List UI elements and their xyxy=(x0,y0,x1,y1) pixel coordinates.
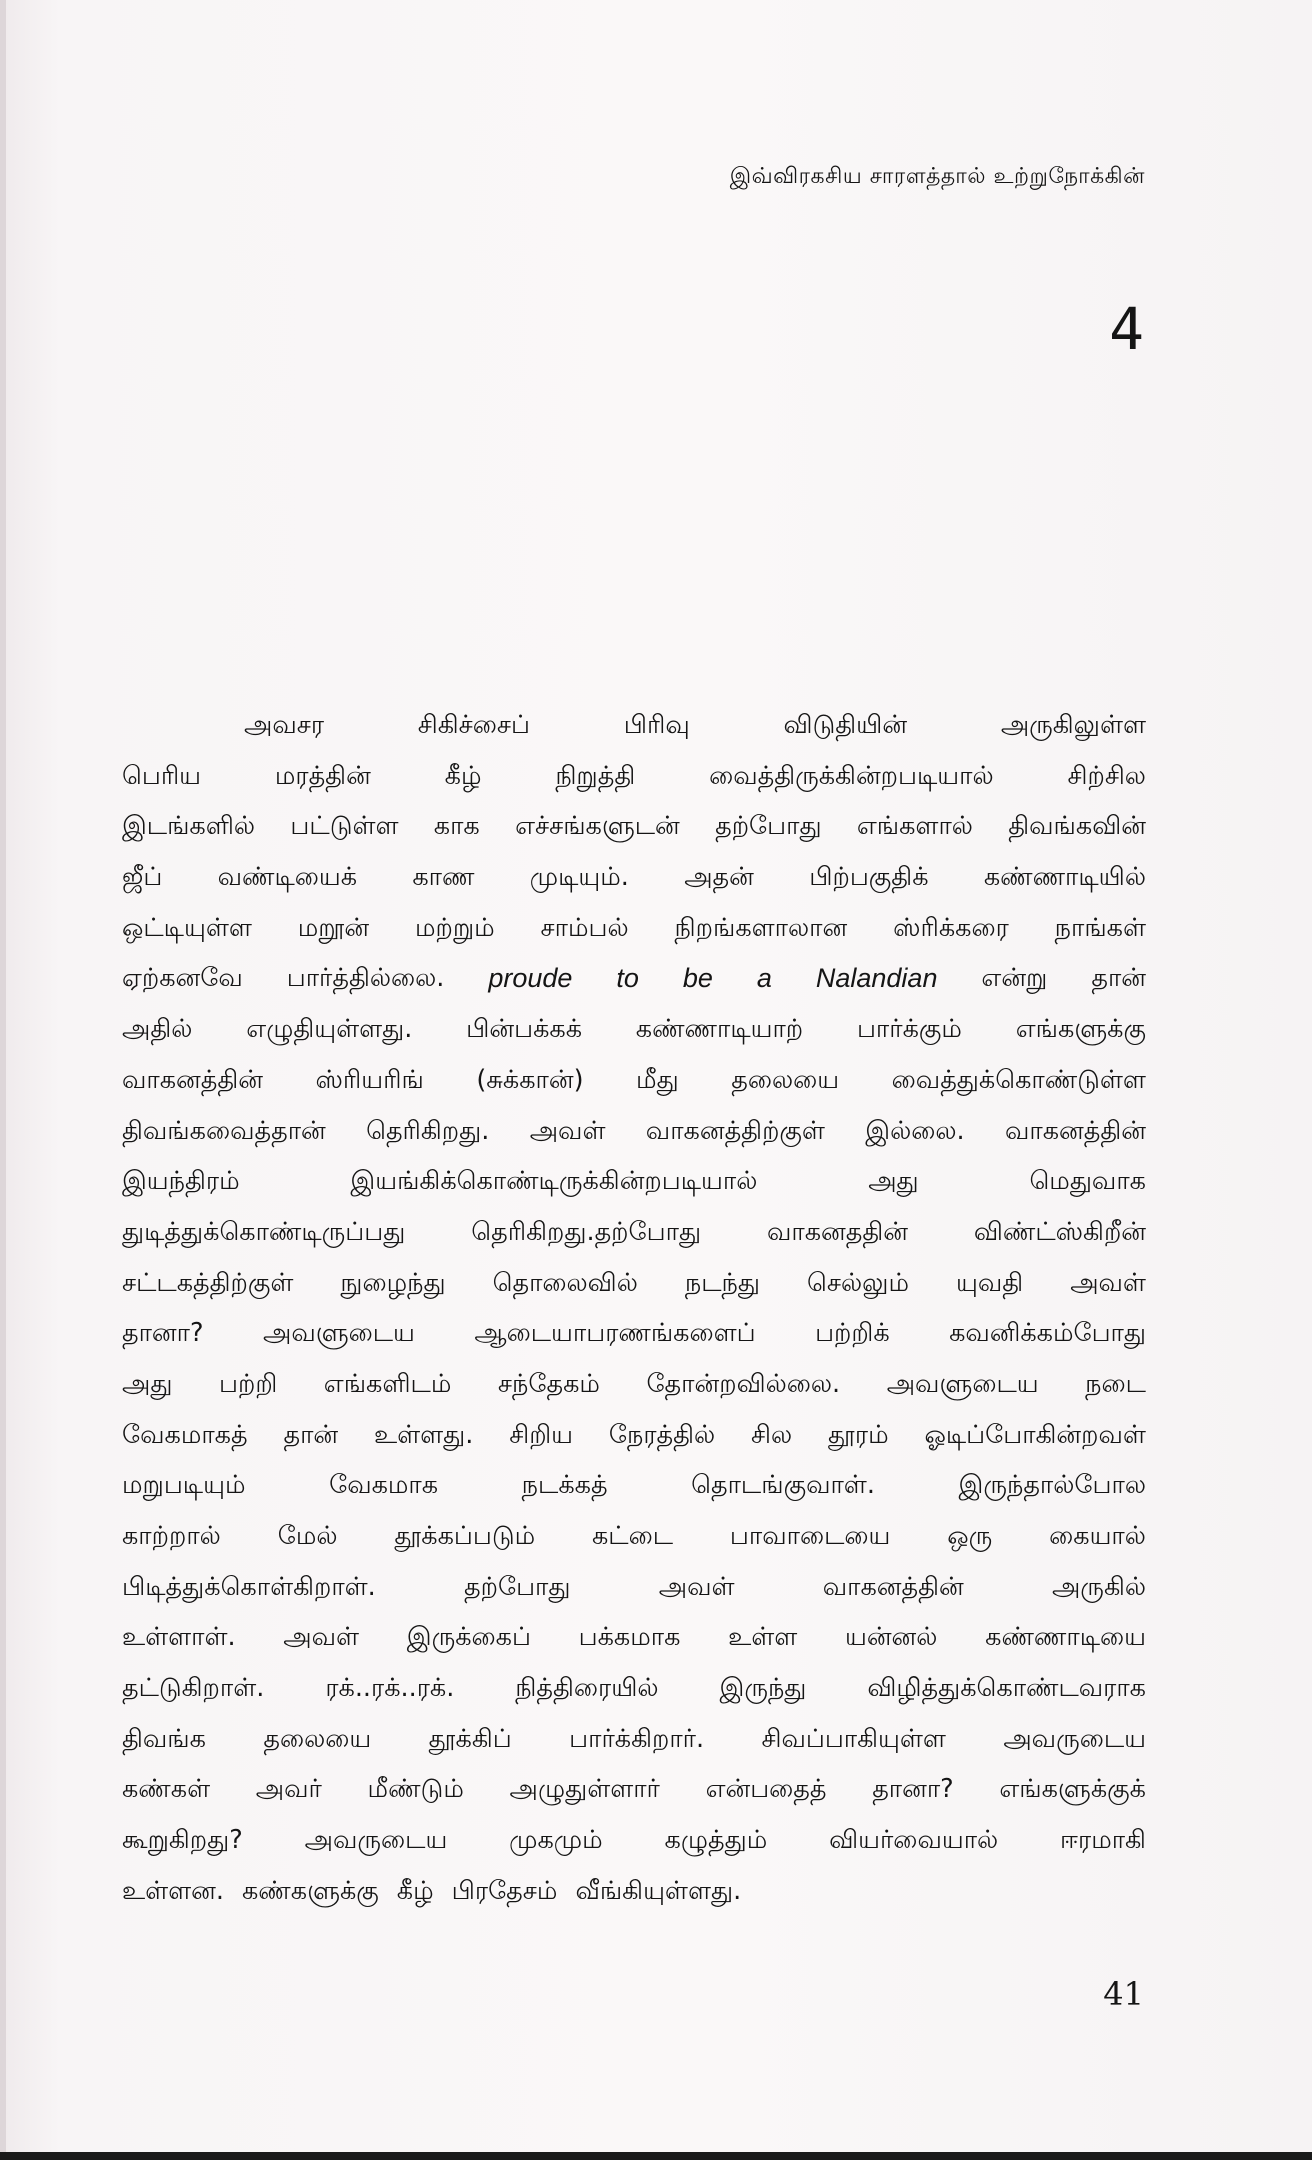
word: வாகனத்தின் xyxy=(1004,1115,1146,1146)
word: கட்டை xyxy=(592,1521,674,1551)
word: ஏற்கனவே xyxy=(122,963,243,994)
word: பட்டுள்ள xyxy=(290,811,399,842)
word: அதன் xyxy=(684,862,754,893)
word: கண்ணாடியாற் xyxy=(635,1014,804,1045)
word: எச்சங்களுடன் xyxy=(515,811,680,842)
text-line xyxy=(122,1106,1146,1157)
word: ஜீப் xyxy=(122,862,163,893)
text-line xyxy=(122,1460,1146,1511)
word: வைத்திருக்கின்றபடியால் xyxy=(709,760,994,791)
text-line xyxy=(122,1612,1146,1663)
text-line xyxy=(122,751,1146,802)
text-line xyxy=(122,1410,1146,1461)
word: சிற்சில xyxy=(1067,760,1146,791)
word: பின்பக்கக் xyxy=(466,1014,583,1045)
text-line xyxy=(122,1004,1146,1055)
word: கவனிக்கம்போது xyxy=(949,1318,1146,1349)
word: அதில் xyxy=(122,1014,193,1045)
word: தானா? xyxy=(872,1774,954,1805)
word: என்று xyxy=(981,963,1048,994)
word: தெரிகிறது.தற்போது xyxy=(471,1216,702,1247)
word: பக்கமாக xyxy=(578,1622,681,1653)
word: எங்களுக்கு xyxy=(1015,1014,1146,1045)
word: எழுதியுள்ளது. xyxy=(246,1014,413,1045)
word: வாகனத்தின் xyxy=(122,1064,263,1095)
word: இடங்களில் xyxy=(122,811,256,842)
word: கண்களுக்கு xyxy=(242,1875,379,1906)
word: சட்டகத்திற்குள் xyxy=(122,1267,294,1298)
word: காக xyxy=(433,811,480,842)
word: யுவதி xyxy=(956,1267,1024,1298)
text-line xyxy=(122,1055,1146,1106)
text-line xyxy=(122,1764,1146,1815)
word: வாகனத்தின் xyxy=(822,1571,964,1602)
word: மேல் xyxy=(277,1521,338,1551)
word: துடித்துக்கொண்டிருப்பது xyxy=(122,1216,406,1247)
page-number: 41 xyxy=(1103,1975,1144,2013)
word: நிறங்களாலான xyxy=(674,912,848,943)
word: இருக்கைப் xyxy=(406,1622,531,1653)
word: பார்க்கிறார். xyxy=(569,1723,705,1754)
text-line xyxy=(122,852,1146,903)
word: தட்டுகிறாள். xyxy=(122,1673,265,1704)
word: அவருடைய xyxy=(304,1825,448,1856)
word: சிகிச்சைப் xyxy=(417,710,530,740)
word: சில xyxy=(751,1419,793,1450)
word: நிறுத்தி xyxy=(555,760,636,791)
word: இயந்திரம் xyxy=(122,1166,240,1197)
text-line xyxy=(122,700,1146,751)
word: மீண்டும் xyxy=(367,1774,464,1805)
word: திவங்கவின் xyxy=(1008,811,1146,842)
word: to xyxy=(616,963,639,994)
word: மறூன் xyxy=(297,912,370,943)
word: கூறுகிறது? xyxy=(122,1825,243,1856)
word: மரத்தின் xyxy=(274,760,371,791)
word: பிரதேசம் xyxy=(451,1875,558,1906)
word: ஈரமாகி xyxy=(1060,1825,1146,1856)
word: ஒரு xyxy=(947,1521,993,1551)
word: நடக்கத் xyxy=(521,1470,608,1501)
word: தற்போது xyxy=(464,1571,571,1602)
text-line xyxy=(122,953,1146,1004)
word: மெதுவாக xyxy=(1029,1166,1146,1197)
word: திவங்க xyxy=(122,1723,206,1754)
word: தூரம் xyxy=(828,1419,889,1450)
text-line xyxy=(122,1663,1146,1714)
word: உள்ளாள். xyxy=(122,1622,236,1653)
text-line xyxy=(122,1258,1146,1309)
word: இருந்து xyxy=(719,1673,807,1704)
word: வண்டியைக் xyxy=(217,862,358,893)
word: a xyxy=(756,963,772,994)
word: வைத்துக்கொண்டுள்ள xyxy=(891,1064,1146,1095)
word: (சுக்கான்) xyxy=(476,1064,584,1095)
word: மறுபடியும் xyxy=(122,1470,246,1501)
word: நேரத்தில் xyxy=(608,1419,716,1450)
word: அவசர xyxy=(244,710,325,740)
word: எங்களால் xyxy=(856,811,973,842)
word: அவள் xyxy=(1070,1267,1146,1298)
word: proude xyxy=(488,963,573,994)
word: என்பதைத் xyxy=(705,1774,827,1805)
word: சந்தேகம் xyxy=(497,1368,600,1399)
word: தலையை xyxy=(263,1723,372,1754)
word: Nalandian xyxy=(815,963,938,994)
word: வேகமாக xyxy=(329,1470,439,1501)
word: எங்களுக்குக் xyxy=(999,1774,1146,1805)
word: கீழ் xyxy=(396,1875,434,1906)
word: காண xyxy=(412,862,475,893)
word: சாம்பல் xyxy=(540,912,629,943)
word: பெரிய xyxy=(122,760,202,791)
word: வேகமாகத் xyxy=(122,1419,248,1450)
word: அவளுடைய xyxy=(886,1368,1039,1399)
word: பற்றி xyxy=(218,1368,278,1399)
word: அவள் xyxy=(529,1115,606,1146)
word: ஆடையாபரணங்களைப் xyxy=(474,1318,756,1349)
word: திவங்கவைத்தான் xyxy=(122,1115,326,1146)
word: வாகனத்திற்குள் xyxy=(645,1115,825,1146)
word: ஒட்டியுள்ள xyxy=(122,912,252,943)
word: ரக்..ரக்..ரக். xyxy=(325,1673,455,1704)
text-line xyxy=(122,1156,1146,1207)
word: எங்களிடம் xyxy=(323,1368,452,1399)
word: நடை xyxy=(1085,1368,1146,1399)
text-line xyxy=(122,1866,1146,1917)
word: உள்ளது. xyxy=(373,1419,474,1450)
word: வாகனததின் xyxy=(766,1216,908,1247)
word: வியர்வையால் xyxy=(829,1825,999,1856)
word: தூக்கப்படும் xyxy=(394,1521,536,1551)
word: தான் xyxy=(1091,963,1146,994)
word: கண்கள் xyxy=(122,1774,211,1805)
text-line xyxy=(122,1308,1146,1359)
word: மீது xyxy=(636,1064,679,1095)
word: ஸ்ரிக்கரை xyxy=(893,912,1009,943)
word: ஓடிப்போகின்றவள் xyxy=(924,1419,1146,1450)
word: தலையை xyxy=(731,1064,840,1095)
word: அவருடைய xyxy=(1003,1723,1146,1754)
text-line xyxy=(122,1714,1146,1765)
word: அது xyxy=(868,1166,919,1197)
word: பிடித்துக்கொள்கிறாள். xyxy=(122,1571,376,1602)
word: அழுதுள்ளார் xyxy=(509,1774,660,1805)
word: அருகிலுள்ள xyxy=(1000,710,1146,740)
word: கழுத்தும் xyxy=(664,1825,768,1856)
word: நாங்கள் xyxy=(1054,912,1146,943)
word: காற்றால் xyxy=(122,1521,221,1551)
word: இல்லை. xyxy=(865,1115,965,1146)
word: பார்த்தில்லை. xyxy=(286,963,445,994)
word: தற்போது xyxy=(715,811,822,842)
word: be xyxy=(682,963,713,994)
word: தான் xyxy=(283,1419,339,1450)
text-line xyxy=(122,1511,1146,1562)
word: பார்க்கும் xyxy=(856,1014,962,1045)
word: விண்ட்ஸ்கிறீன் xyxy=(973,1216,1146,1247)
word: அவர் xyxy=(255,1774,322,1805)
word: பிற்பகுதிக் xyxy=(809,862,929,893)
word: தூக்கிப் xyxy=(428,1723,512,1754)
text-line xyxy=(122,1562,1146,1613)
word: தெரிகிறது. xyxy=(366,1115,490,1146)
word: தொடங்குவாள். xyxy=(691,1470,875,1501)
word: கீழ் xyxy=(444,760,482,791)
word: தொலைவில் xyxy=(492,1267,638,1298)
word: நுழைந்து xyxy=(340,1267,446,1298)
word: கையால் xyxy=(1049,1521,1146,1551)
word: பிரிவு xyxy=(623,710,690,740)
word: அவள் xyxy=(283,1622,360,1653)
text-line xyxy=(122,801,1146,852)
word: கண்ணாடியை xyxy=(985,1622,1146,1653)
word: விடுதியின் xyxy=(783,710,908,740)
page-gutter-shadow xyxy=(0,0,6,2160)
word: தோன்றவில்லை. xyxy=(646,1368,841,1399)
word: அவள் xyxy=(658,1571,735,1602)
word: உள்ளன. xyxy=(122,1875,224,1906)
word: வீங்கியுள்ளது. xyxy=(575,1875,742,1906)
body-text xyxy=(122,700,1146,1917)
word: செல்லும் xyxy=(807,1267,909,1298)
word: கண்ணாடியில் xyxy=(983,862,1146,893)
word: விழித்துக்கொண்டவராக xyxy=(867,1673,1146,1704)
word: யன்னல் xyxy=(844,1622,938,1653)
word: சிறிய xyxy=(509,1419,573,1450)
word: அவளுடைய xyxy=(262,1318,415,1349)
word: நடந்து xyxy=(684,1267,761,1298)
word: அருகில் xyxy=(1051,1571,1146,1602)
text-line xyxy=(122,1359,1146,1410)
word: உள்ள xyxy=(728,1622,798,1653)
text-line xyxy=(122,1815,1146,1866)
word: பற்றிக் xyxy=(815,1318,890,1349)
word: மற்றும் xyxy=(414,912,495,943)
word: தானா? xyxy=(122,1318,204,1349)
word: சிவப்பாகியுள்ள xyxy=(761,1723,946,1754)
word: முடியும். xyxy=(529,862,629,893)
word: இருந்தால்போல xyxy=(958,1470,1146,1501)
word: பாவாடையை xyxy=(729,1521,891,1551)
text-line xyxy=(122,903,1146,954)
word: ஸ்ரியரிங் xyxy=(315,1064,424,1095)
word: முகமும் xyxy=(509,1825,603,1856)
word: அது xyxy=(122,1368,173,1399)
running-head: இவ்விரகசிய சாரளத்தால் உற்றுநோக்கின் xyxy=(729,164,1145,189)
page-bottom-edge xyxy=(0,2152,1312,2160)
chapter-number: 4 xyxy=(1109,295,1144,363)
text-line xyxy=(122,1207,1146,1258)
word: இயங்கிக்கொண்டிருக்கின்றபடியால் xyxy=(350,1166,758,1197)
word: நித்திரையில் xyxy=(515,1673,659,1704)
